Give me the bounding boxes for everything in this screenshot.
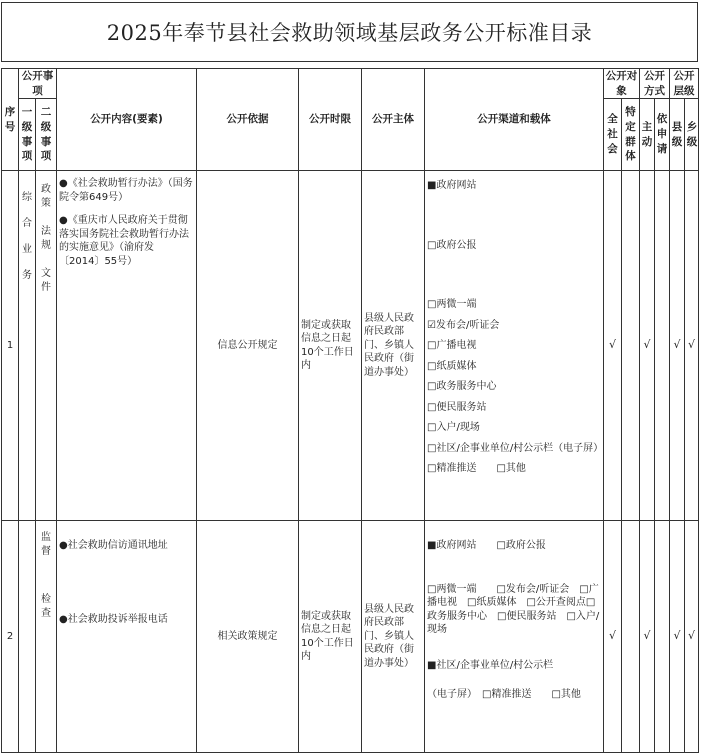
row2-mark-apply: [655, 521, 670, 753]
row2-mark-county: √: [670, 521, 685, 753]
row2-content-a: ●社会救助信访通讯地址: [59, 540, 168, 551]
row1-channel: □纸质媒体: [427, 360, 477, 372]
row1-level2: 政策 法规 文件: [36, 171, 57, 521]
row1-channel: □精准推送 □其他: [427, 463, 526, 474]
row1-channel: □便民服务站: [427, 401, 487, 413]
header-mode-group: 公开方式: [640, 69, 670, 99]
header-target-all: 全社会: [604, 99, 622, 171]
header-content: 公开内容(要素): [57, 69, 197, 171]
header-level2: 二级事项: [36, 99, 57, 171]
row1-mark-all: √: [604, 171, 622, 521]
title-box: [1, 2, 698, 62]
row2-channel: ■政府网站 □政府公报: [427, 540, 546, 551]
row2-channel: ■社区/企事业单位/村公示栏: [427, 659, 554, 671]
row1-level1: 综合业务: [19, 171, 36, 521]
header-level1: 一级事项: [19, 99, 36, 171]
row1-subject: 县级人民政府民政部门、乡镇人民政府（街道办事处）: [362, 171, 425, 521]
row2-channel: □两微一端 □发布会/听证会 □广播电视 □纸质媒体 □公开查阅点□政务服务中心 □便民服务站 □入户/现场: [427, 583, 600, 635]
row2-level1: [19, 521, 36, 753]
header-mode-apply: 依申请: [655, 99, 670, 171]
row1-mark-specific: [622, 171, 640, 521]
table-row: [2, 521, 699, 753]
row2-seq: 2: [2, 521, 19, 753]
header-level-group: 公开层级: [670, 69, 699, 99]
catalog-table: [1, 68, 699, 753]
row2-channels: [425, 521, 604, 753]
header-items-group: 公开事项: [19, 69, 57, 99]
row1-mark-apply: [655, 171, 670, 521]
row2-basis: 相关政策规定: [197, 521, 299, 753]
row1-mark-town: √: [685, 171, 699, 521]
header-level-town: 乡级: [685, 99, 699, 171]
header-row-1: [2, 69, 699, 99]
table-row: [2, 171, 699, 521]
header-basis: 公开依据: [197, 69, 299, 171]
row1-content: [57, 171, 197, 521]
row1-seq: 1: [2, 171, 19, 521]
row1-channels: [425, 171, 604, 521]
row1-channel: □政务服务中心: [427, 381, 497, 392]
header-channels: 公开渠道和载体: [425, 69, 604, 171]
row1-channel: ■政府网站: [427, 180, 477, 191]
header-target-specific: 特定群体: [622, 99, 640, 171]
row1-time: 制定或获取信息之日起10个工作日内: [299, 171, 362, 521]
header-subject: 公开主体: [362, 69, 425, 171]
row2-level2: 监督 检查: [36, 521, 57, 753]
row1-channel: □入户/现场: [427, 422, 480, 433]
row2-mark-all: √: [604, 521, 622, 753]
row1-channel: □广播电视: [427, 340, 477, 351]
row2-subject: 县级人民政府民政部门、乡镇人民政府（街道办事处）: [362, 521, 425, 753]
row2-content: [57, 521, 197, 753]
row1-mark-active: √: [640, 171, 655, 521]
row1-channel: □政府公报: [427, 239, 477, 251]
row1-channel: ☑发布会/听证会: [427, 319, 500, 331]
row2-content-b: ●社会救助投诉举报电话: [59, 613, 168, 625]
header-target-group: 公开对象: [604, 69, 640, 99]
header-time: 公开时限: [299, 69, 362, 171]
row2-mark-town: √: [685, 521, 699, 753]
row2-mark-active: √: [640, 521, 655, 753]
row1-channel: □社区/企事业单位/村公示栏（电子屏）: [427, 442, 604, 454]
row1-channel: □两微一端: [427, 299, 477, 310]
row1-content-a: ●《社会救助暂行办法》（国务院令第649号）: [59, 178, 193, 203]
row2-channel: （电子屏） □精准推送 □其他: [427, 689, 581, 700]
header-seq: 序号: [2, 69, 19, 171]
row1-mark-county: √: [670, 171, 685, 521]
row1-content-b: ●《重庆市人民政府关于贯彻落实国务院社会救助暂行办法的实施意见》（渝府发〔2014〕55号）: [59, 215, 189, 267]
row2-mark-specific: [622, 521, 640, 753]
row1-basis: 信息公开规定: [197, 171, 299, 521]
header-mode-active: 主动: [640, 99, 655, 171]
header-level-county: 县级: [670, 99, 685, 171]
page-title: 2025年奉节县社会救助领域基层政务公开标准目录: [106, 21, 593, 45]
row2-time: 制定或获取信息之日起10个工作日内: [299, 521, 362, 753]
